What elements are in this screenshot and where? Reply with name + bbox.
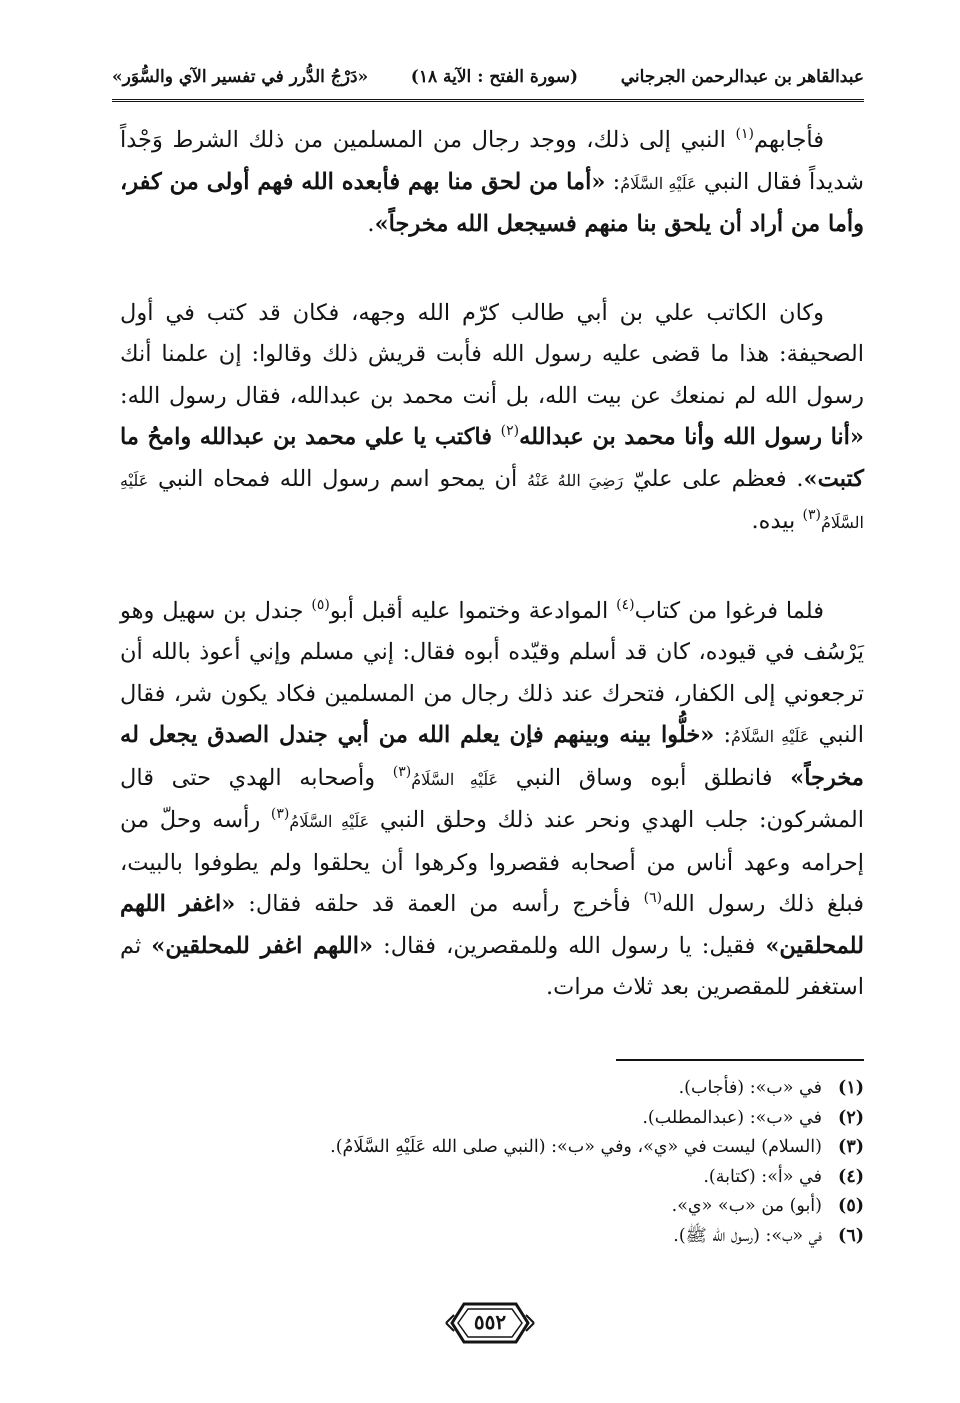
footnote-text: (أبو) من «ب» «ي». [671, 1196, 822, 1216]
footnote-number: (٤) [838, 1166, 864, 1187]
footnote-separator [616, 1059, 864, 1061]
footnote-number: (٦) [838, 1225, 864, 1246]
text-run: فقيل: يا رسول الله وللمقصرين، فقال: [373, 932, 766, 959]
salutation-glyph: عَلَيْهِ السَّلَامُ [731, 727, 810, 746]
footnote-ref: (٣) [270, 806, 290, 822]
footnote-ref: (٣) [802, 507, 821, 523]
text-run: فأخرج رأسه من العمة قد حلقه فقال: [235, 891, 644, 917]
header-author: عبدالقاهر بن عبدالرحمن الجرجاني [620, 67, 864, 87]
paragraph-1 [120, 120, 864, 246]
text-run: . فعظم على عليّ [623, 465, 804, 492]
text-run: : [714, 722, 732, 748]
salutation-glyph: عَلَيْهِ السَّلَامُ [411, 769, 499, 789]
hadith-quote: «اللهم اغفر للمحلقين» [151, 932, 374, 959]
footnote-number: (٢) [838, 1107, 864, 1128]
footnote-item [200, 1192, 864, 1222]
hadith-quote: فاكتب يا علي محمد بن عبدالله وامحُ ما كتبت» [120, 424, 864, 492]
hadith-quote: «أما من لحق منا بهم فأبعده الله فهم أولى من كفر، وأما من أراد أن يلحق بنا منهم فسيجعل الله مخرجاً» [120, 168, 864, 237]
footnote-item [200, 1222, 864, 1252]
hadith-quote: «اغفر اللهم للمحلقين» [120, 891, 864, 959]
footnotes [200, 1074, 864, 1251]
header-book-title: «دَرْجُ الدُّرر في تفسير الآي والسُّوَر» [112, 67, 369, 87]
salutation-glyph: عَلَيْهِ السَّلَامُ [289, 812, 370, 831]
hadith-quote: «أنا رسول الله وأنا محمد بن عبدالله [519, 424, 864, 450]
page-number: ٥٥٢ [473, 1310, 507, 1334]
footnote-text: في «ب»: (رسول الله ﷺ). [673, 1225, 822, 1246]
text-run: بيده. [751, 508, 803, 534]
text-run: وكان الكاتب علي بن أبي طالب كرّم الله وجهه، فكان قد كتب في أول الصحيفة: هذا ما قضى عليه رسول الله فأبت قريش ذلك وقالوا: إن علمنا أنك رسول الله لم نمنعك عن بيت الله، بل أنت محمد بن عبدالله، فقال رسول الله: [120, 299, 864, 409]
text-run: الموادعة وختموا عليه أقبل أبو [329, 597, 617, 624]
footnote-item [200, 1104, 864, 1134]
footnote-ref: (٥) [311, 596, 330, 613]
footnote-text: في «ب»: (فأجاب). [678, 1078, 822, 1098]
text-run: النبي إلى ذلك، ووجد رجال من المسلمين من ذلك الشرط وَجْداً شديداً فقال النبي [120, 127, 865, 195]
text-run: رأسه وحلّ من إحرامه وعهد أناس من أصحابه فقصروا وكرهوا أن يحلقوا ولم يطوفوا بالبيت، فبلغ ذلك رسول الله [120, 807, 864, 917]
footnote-item [200, 1133, 864, 1163]
footnote-ref: (٤) [616, 596, 635, 613]
text-run: فأجابهم [754, 127, 824, 153]
footnote-text: في «أ»: (كتابة). [703, 1166, 822, 1187]
footnote-text: (السلام) ليست في «ي»، وفي «ب»: (النبي صلى الله عَلَيْهِ السَّلَامُ). [330, 1137, 822, 1157]
text-run: وأصحابه الهدي حتى قال المشركون: جلب الهدي ونحر عند ذلك وحلق النبي [120, 764, 864, 833]
paragraph-2 [120, 293, 864, 544]
footnote-ref: (١) [735, 126, 755, 142]
header-surah: (سورة الفتح : الآية ١٨) [410, 67, 579, 87]
text-run: : [605, 168, 621, 195]
footnote-number: (٥) [838, 1196, 864, 1216]
salutation-glyph: رَضِيَ اللهُ عَنْهُ [527, 470, 624, 490]
text-run: . [367, 211, 375, 237]
page-number-ornament [444, 1298, 536, 1348]
footnote-item [200, 1163, 864, 1193]
text-run: جندل بن سهيل وهو يَرْسُف في قيوده، كان قد أسلم وقيّده أبوه فقال: إني مسلم وإني أعوذ بالله أن ترجعوني إلى الكفار، فتحرك عند ذلك رجال من المسلمين فكاد يكون شر، فقال النبي [120, 597, 864, 748]
footnote-number: (٣) [838, 1137, 864, 1157]
salutation-glyph: عَلَيْهِ السَّلَامُ [620, 173, 697, 193]
footnote-ref: (٢) [500, 423, 520, 439]
paragraph-3 [120, 591, 864, 1009]
footnote-item [200, 1074, 864, 1104]
footnote-ref: (٦) [643, 890, 663, 906]
salutation-glyph: عَلَيْهِ السَّلَامُ [120, 470, 864, 532]
header-rule [112, 99, 864, 102]
running-header [112, 60, 864, 94]
main-text [120, 120, 864, 1056]
text-run: أن يمحو اسم رسول الله فمحاه النبي [148, 465, 528, 492]
text-run: ثم استغفر للمقصرين بعد ثلاث مرات. [120, 932, 864, 1000]
footnote-text: في «ب»: (عبدالمطلب). [642, 1107, 822, 1128]
footnote-ref: (٣) [392, 763, 412, 780]
text-run: فانطلق أبوه وساق النبي [498, 764, 791, 791]
text-run: فلما فرغوا من كتاب [634, 597, 824, 624]
footnote-number: (١) [838, 1078, 864, 1098]
hadith-quote: «خلُّوا بينه وبينهم فإن يعلم الله من أبي جندل الصدق يجعل له مخرجاً» [120, 722, 864, 791]
